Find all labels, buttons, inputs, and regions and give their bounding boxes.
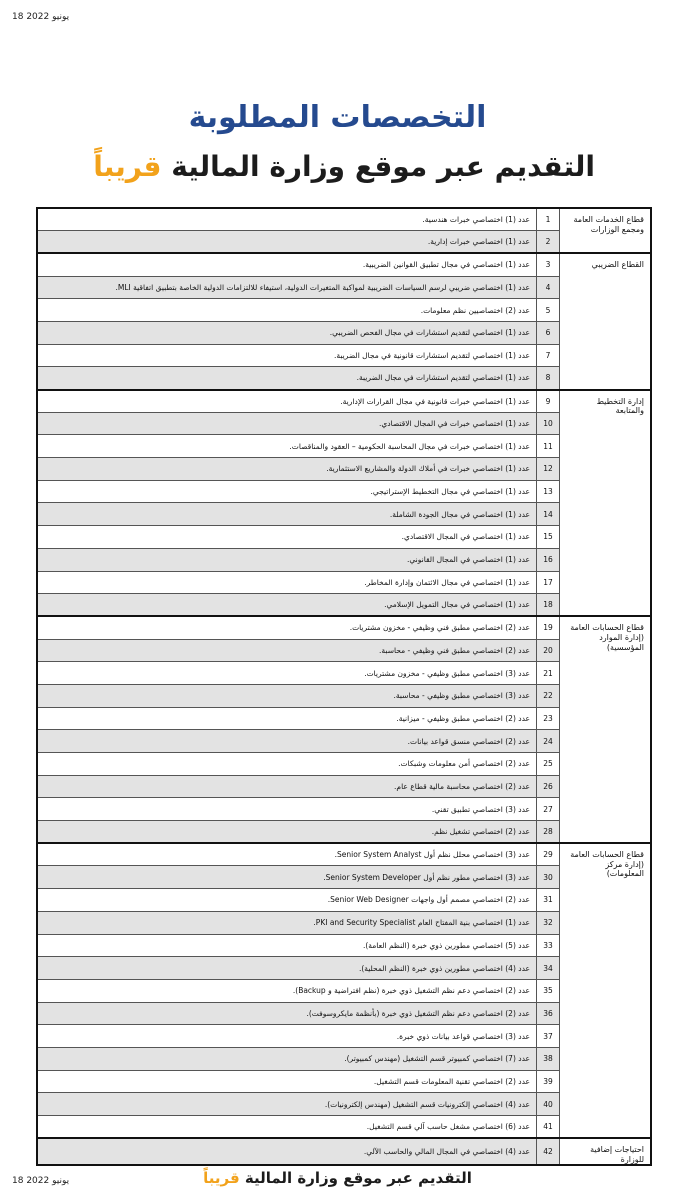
row-number: 28 — [537, 821, 560, 844]
row-description: عدد (2) اختصاصي دعم نظم التشغيل ذوي خبرة (نظم افتراضية و Backup). — [37, 979, 537, 1002]
table-row — [37, 798, 651, 821]
table-row — [37, 299, 651, 322]
row-description: عدد (1) اختصاصي خبرات قانونية في مجال القرارات الإدارية. — [37, 390, 537, 413]
row-description: عدد (1) اختصاصي خبرات هندسية. — [37, 208, 537, 231]
table-row — [37, 730, 651, 753]
row-number: 13 — [537, 480, 560, 503]
table-row — [37, 276, 651, 299]
table-row — [37, 503, 651, 526]
row-description: عدد (3) اختصاصي مطبق وظيفي - مخزون مشتريات. — [37, 662, 537, 685]
specialties-table — [36, 207, 652, 1166]
table-row — [37, 412, 651, 435]
table-row — [37, 208, 651, 231]
row-number: 4 — [537, 276, 560, 299]
row-number: 36 — [537, 1002, 560, 1025]
row-description: عدد (3) اختصاصي مطبق وظيفي - محاسبة. — [37, 684, 537, 707]
row-description: عدد (1) اختصاصي لتقديم استشارات في مجال الضريبة. — [37, 367, 537, 390]
row-description: عدد (1) اختصاصي في مجال التمويل الإسلامي. — [37, 594, 537, 617]
table-row — [37, 821, 651, 844]
row-number: 1 — [537, 208, 560, 231]
row-description: عدد (1) اختصاصي في مجال تطبيق القوانين الضريبية. — [37, 253, 537, 276]
row-number: 35 — [537, 979, 560, 1002]
table-row — [37, 526, 651, 549]
row-description: عدد (2) اختصاصي مطبق فني وظيفي - محاسبة. — [37, 639, 537, 662]
row-number: 14 — [537, 503, 560, 526]
row-description: عدد (1) اختصاصي خبرات في المجال الاقتصادي. — [37, 412, 537, 435]
row-description: عدد (7) اختصاصي كمبيوتر قسم التشغيل (مهندس كمبيوتر). — [37, 1047, 537, 1070]
row-number: 41 — [537, 1116, 560, 1139]
table-row — [37, 367, 651, 390]
row-number: 39 — [537, 1070, 560, 1093]
table-row — [37, 571, 651, 594]
row-number: 26 — [537, 775, 560, 798]
row-description: عدد (2) اختصاصي محاسبة مالية قطاع عام. — [37, 775, 537, 798]
table-row — [37, 321, 651, 344]
row-number: 5 — [537, 299, 560, 322]
row-description: عدد (1) اختصاصي ضريبي لرسم السياسات الضريبية لمواكبة المتغيرات الدولية، استيفاء للالتزامات الدولية الخاصة بتطبيق اتفاقية MLI. — [37, 276, 537, 299]
sector-cell: القطاع الضريبي — [560, 253, 652, 389]
row-number: 34 — [537, 957, 560, 980]
table-row — [37, 707, 651, 730]
row-description: عدد (4) اختصاصي مطورين ذوي خبرة (النظم المحلية). — [37, 957, 537, 980]
table-row — [37, 435, 651, 458]
footer-accent: قريباً — [203, 1169, 240, 1187]
row-number: 29 — [537, 843, 560, 866]
row-number: 17 — [537, 571, 560, 594]
page-subtitle — [93, 150, 595, 183]
row-description: عدد (2) اختصاصي مطبق فني وظيفي - مخزون مشتريات. — [37, 616, 537, 639]
table-row — [37, 639, 651, 662]
row-description: عدد (3) اختصاصي تطبيق تقني. — [37, 798, 537, 821]
table-row — [37, 344, 651, 367]
row-description: عدد (2) اختصاصي تشغيل نظم. — [37, 821, 537, 844]
footer — [0, 1169, 675, 1187]
row-number: 38 — [537, 1047, 560, 1070]
row-number: 11 — [537, 435, 560, 458]
table-row — [37, 934, 651, 957]
row-number: 12 — [537, 458, 560, 481]
row-description: عدد (3) اختصاصي محلل نظم أول Senior System Analyst. — [37, 843, 537, 866]
table-row — [37, 889, 651, 912]
sector-cell: قطاع الحسابات العامة (إدارة الموارد المؤسسية) — [560, 616, 652, 843]
row-number: 16 — [537, 548, 560, 571]
table-row — [37, 231, 651, 254]
table-row — [37, 662, 651, 685]
date-top: 18 يونيو 2022 — [12, 12, 70, 22]
row-description: عدد (1) اختصاصي خبرات في مجال المحاسبة الحكومية – العقود والمناقصات. — [37, 435, 537, 458]
table-row — [37, 253, 651, 276]
page-title: التخصصات المطلوبة — [188, 100, 487, 135]
row-number: 24 — [537, 730, 560, 753]
row-description: عدد (1) اختصاصي بنية المفتاح العام PKI and Security Specialist. — [37, 911, 537, 934]
table-row — [37, 1025, 651, 1048]
table-row — [37, 866, 651, 889]
row-description: عدد (2) اختصاصي منسق قواعد بيانات. — [37, 730, 537, 753]
table-row — [37, 843, 651, 866]
row-description: عدد (3) اختصاصي قواعد بيانات ذوي خبرة. — [37, 1025, 537, 1048]
row-description: عدد (1) اختصاصي لتقديم استشارات قانونية في مجال الضريبة. — [37, 344, 537, 367]
table-row — [37, 480, 651, 503]
sector-cell: قطاع الخدمات العامة ومجمع الوزارات — [560, 208, 652, 253]
row-number: 37 — [537, 1025, 560, 1048]
footer-text: التقديم عبر موقع وزارة المالية — [244, 1169, 472, 1187]
table-row — [37, 594, 651, 617]
date-bottom: 18 يونيو 2022 — [12, 1176, 70, 1186]
row-number: 10 — [537, 412, 560, 435]
row-description: عدد (1) اختصاصي في مجال الجودة الشاملة. — [37, 503, 537, 526]
table-row — [37, 616, 651, 639]
row-description: عدد (1) اختصاصي في المجال الاقتصادي. — [37, 526, 537, 549]
sector-cell: قطاع الحسابات العامة (إدارة مركز المعلومات) — [560, 843, 652, 1138]
row-number: 23 — [537, 707, 560, 730]
row-description: عدد (2) اختصاصي تقنية المعلومات قسم التشغيل. — [37, 1070, 537, 1093]
row-number: 7 — [537, 344, 560, 367]
row-number: 33 — [537, 934, 560, 957]
table-row — [37, 1138, 651, 1165]
row-description: عدد (2) اختصاصي أمن معلومات وشبكات. — [37, 753, 537, 776]
row-description: عدد (1) اختصاصي لتقديم استشارات في مجال الفحص الضريبي. — [37, 321, 537, 344]
table-row — [37, 1047, 651, 1070]
sector-cell: إدارة التخطيط والمتابعة — [560, 390, 652, 617]
table-row — [37, 1070, 651, 1093]
row-description: عدد (5) اختصاصي مطورين ذوي خبرة (النظم العامة). — [37, 934, 537, 957]
row-description: عدد (4) اختصاصي في المجال المالي والحاسب الآلي. — [37, 1138, 537, 1165]
row-number: 20 — [537, 639, 560, 662]
row-number: 6 — [537, 321, 560, 344]
row-number: 32 — [537, 911, 560, 934]
table-row — [37, 458, 651, 481]
row-description: عدد (2) اختصاصي مصمم أول واجهات Senior Web Designer. — [37, 889, 537, 912]
row-number: 19 — [537, 616, 560, 639]
row-number: 31 — [537, 889, 560, 912]
table-row — [37, 957, 651, 980]
row-number: 27 — [537, 798, 560, 821]
row-description: عدد (1) اختصاصي في المجال القانوني. — [37, 548, 537, 571]
row-description: عدد (1) اختصاصي في مجال التخطيط الإستراتيجي. — [37, 480, 537, 503]
table-row — [37, 979, 651, 1002]
row-number: 9 — [537, 390, 560, 413]
row-number: 18 — [537, 594, 560, 617]
table-row — [37, 911, 651, 934]
table-row — [37, 548, 651, 571]
table-row — [37, 775, 651, 798]
row-number: 3 — [537, 253, 560, 276]
row-number: 25 — [537, 753, 560, 776]
row-description: عدد (6) اختصاصي مشغل حاسب آلي قسم التشغيل. — [37, 1116, 537, 1139]
row-number: 21 — [537, 662, 560, 685]
table-row — [37, 1093, 651, 1116]
row-description: عدد (1) اختصاصي خبرات إدارية. — [37, 231, 537, 254]
table-row — [37, 390, 651, 413]
row-description: عدد (4) اختصاصي إلكترونيات قسم التشغيل (مهندس إلكترونيات). — [37, 1093, 537, 1116]
subtitle-text: التقديم عبر موقع وزارة المالية — [171, 150, 595, 183]
row-description: عدد (3) اختصاصي مطور نظم أول Senior System Developer. — [37, 866, 537, 889]
row-number: 15 — [537, 526, 560, 549]
table-row — [37, 1002, 651, 1025]
row-description: عدد (2) اختصاصيين نظم معلومات. — [37, 299, 537, 322]
row-number: 22 — [537, 684, 560, 707]
row-number: 30 — [537, 866, 560, 889]
row-number: 40 — [537, 1093, 560, 1116]
table-row — [37, 1116, 651, 1139]
table-row — [37, 753, 651, 776]
table-row — [37, 684, 651, 707]
subtitle-accent: قريباً — [93, 150, 162, 183]
row-description: عدد (1) اختصاصي في مجال الائتمان وإدارة المخاطر. — [37, 571, 537, 594]
row-number: 2 — [537, 231, 560, 254]
row-description: عدد (2) اختصاصي دعم نظم التشغيل ذوي خبرة (بأنظمة مايكروسوفت). — [37, 1002, 537, 1025]
row-number: 42 — [537, 1138, 560, 1165]
row-number: 8 — [537, 367, 560, 390]
sector-cell: احتياجات إضافية للوزارة — [560, 1138, 652, 1165]
row-description: عدد (1) اختصاصي خبرات في أملاك الدولة والمشاريع الاستثمارية. — [37, 458, 537, 481]
row-description: عدد (2) اختصاصي مطبق وظيفي - ميزانية. — [37, 707, 537, 730]
